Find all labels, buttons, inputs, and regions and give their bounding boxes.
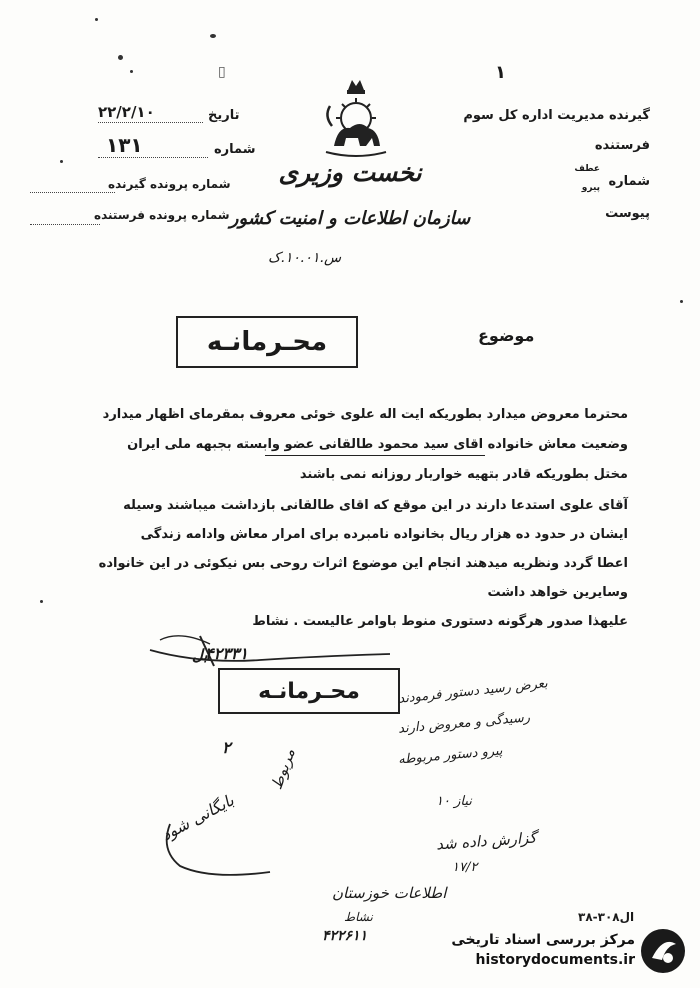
handwritten-number: ۴۲۳۳۱ [205, 644, 248, 663]
body-line-7: وسایرین خواهد داشت [487, 585, 628, 600]
sender-file-dotted-line [30, 224, 100, 225]
top-mark: ۱ [495, 62, 506, 83]
scan-speck [40, 600, 43, 603]
handwritten-note-3: پیرو دستور مربوطه [397, 743, 504, 768]
recipient-label: گیرنده مدیریت اداره کل سوم [463, 108, 650, 123]
handwritten-digit: ۲ [222, 738, 231, 757]
confidential-stamp [176, 316, 358, 368]
number-label: شماره [608, 174, 650, 189]
body-line-8: علیهذا صدور هرگونه دستوری منوط باوامر عالیست . نشاط [252, 614, 628, 629]
handwritten-note-2: رسیدگی و معروض دارند [397, 710, 531, 737]
archive-url: historydocuments.ir [475, 952, 635, 968]
confidential-stamp-2-text: محـرمانـه [258, 678, 360, 704]
sender-label: فرستنده [594, 138, 650, 153]
date-label: تاریخ [208, 108, 240, 123]
date-value: ۲۲/۲/۱۰ [98, 103, 155, 121]
recipient-file-dotted-line [30, 192, 115, 193]
signature-scribble-icon [140, 630, 400, 670]
attachment-label: پیوست [605, 206, 650, 221]
body-line-1: محترما معروض میدارد بطوریکه ایت اله علوی خوئی معروف بمقرمای اظهار میدارد [102, 407, 628, 422]
scan-speck [210, 34, 216, 38]
scan-speck [130, 70, 133, 73]
handwritten-underline [265, 455, 485, 456]
handwritten-note-1: بعرض رسید دستور فرمودند [397, 676, 549, 707]
handwritten-margin-note: مربوط [267, 746, 299, 792]
handwritten-arc-icon [150, 820, 280, 880]
confidential-stamp-2 [218, 668, 400, 714]
atf-label: عطف [574, 164, 600, 174]
scan-speck [60, 160, 63, 163]
handwritten-sign-mark: نشاط [344, 910, 373, 924]
handwritten-side-note: بایگانی شود [158, 790, 237, 845]
serial-label: شماره [214, 142, 256, 157]
lion-and-sun-emblem-icon [316, 76, 396, 158]
scan-speck [95, 18, 98, 21]
handwritten-date-note: ۱۷/۲ [452, 860, 478, 875]
archive-reference-code: ۳۸-۳۰۸ال [578, 910, 635, 924]
letterhead-code: س.۱۰.۰۱.ک [268, 250, 342, 266]
recipient-file-label: شماره پرونده گیرنده [108, 177, 231, 191]
short-handwritten-mark: بل [192, 646, 208, 664]
peyro-label: پیرو [581, 183, 600, 193]
archive-name: مرکز بررسی اسناد تاریخی [451, 932, 635, 948]
subject-label: موضوع [478, 326, 535, 345]
date-dotted-line [98, 122, 203, 123]
serial-dotted-line [98, 157, 208, 158]
sender-file-label: شماره پرونده فرستنده [94, 208, 230, 222]
scan-speck [118, 55, 123, 60]
archive-logo-icon [638, 926, 688, 976]
archive-watermark [430, 928, 635, 974]
letterhead-title: نخست وزیری [278, 158, 422, 187]
handwritten-report-note: گزارش داده شد [435, 828, 538, 854]
confidential-stamp-text: محـرمانـه [206, 327, 328, 357]
body-line-6: اعطا گردد ونظریه میدهند انجام این موضوع اثرات روحی بس نیکوئی در این خانواده [98, 556, 628, 571]
small-mark: ▯ [218, 64, 226, 80]
handwritten-bottom-note: اطلاعات خوزستان [332, 884, 447, 902]
body-line-4: آقای علوی استدعا دارند در این موقع که اقای طالقانی بازداشت میباشند وسیله [123, 498, 628, 513]
body-line-5: ایشان در حدود ده هزار ریال بخانواده نامبرده برای امرار معاش وادامه زندگی [140, 527, 628, 542]
handwritten-bottom-code: ۴۲۲۶۱۱ [322, 928, 368, 944]
scan-speck [680, 300, 683, 303]
handwritten-num-note: نیاز ۱۰ [436, 794, 472, 809]
body-line-2: وضعیت معاش خانواده اقای سید محمود طالقانی عضو وابسته بجبهه ملی ایران [127, 437, 628, 452]
letterhead-organization: سازمان اطلاعات و امنیت کشور [229, 208, 471, 229]
body-line-3: مختل بطوریکه قادر بتهیه خواربار روزانه نمی باشند [299, 467, 628, 482]
serial-value: ۱۳۱ [106, 133, 143, 157]
